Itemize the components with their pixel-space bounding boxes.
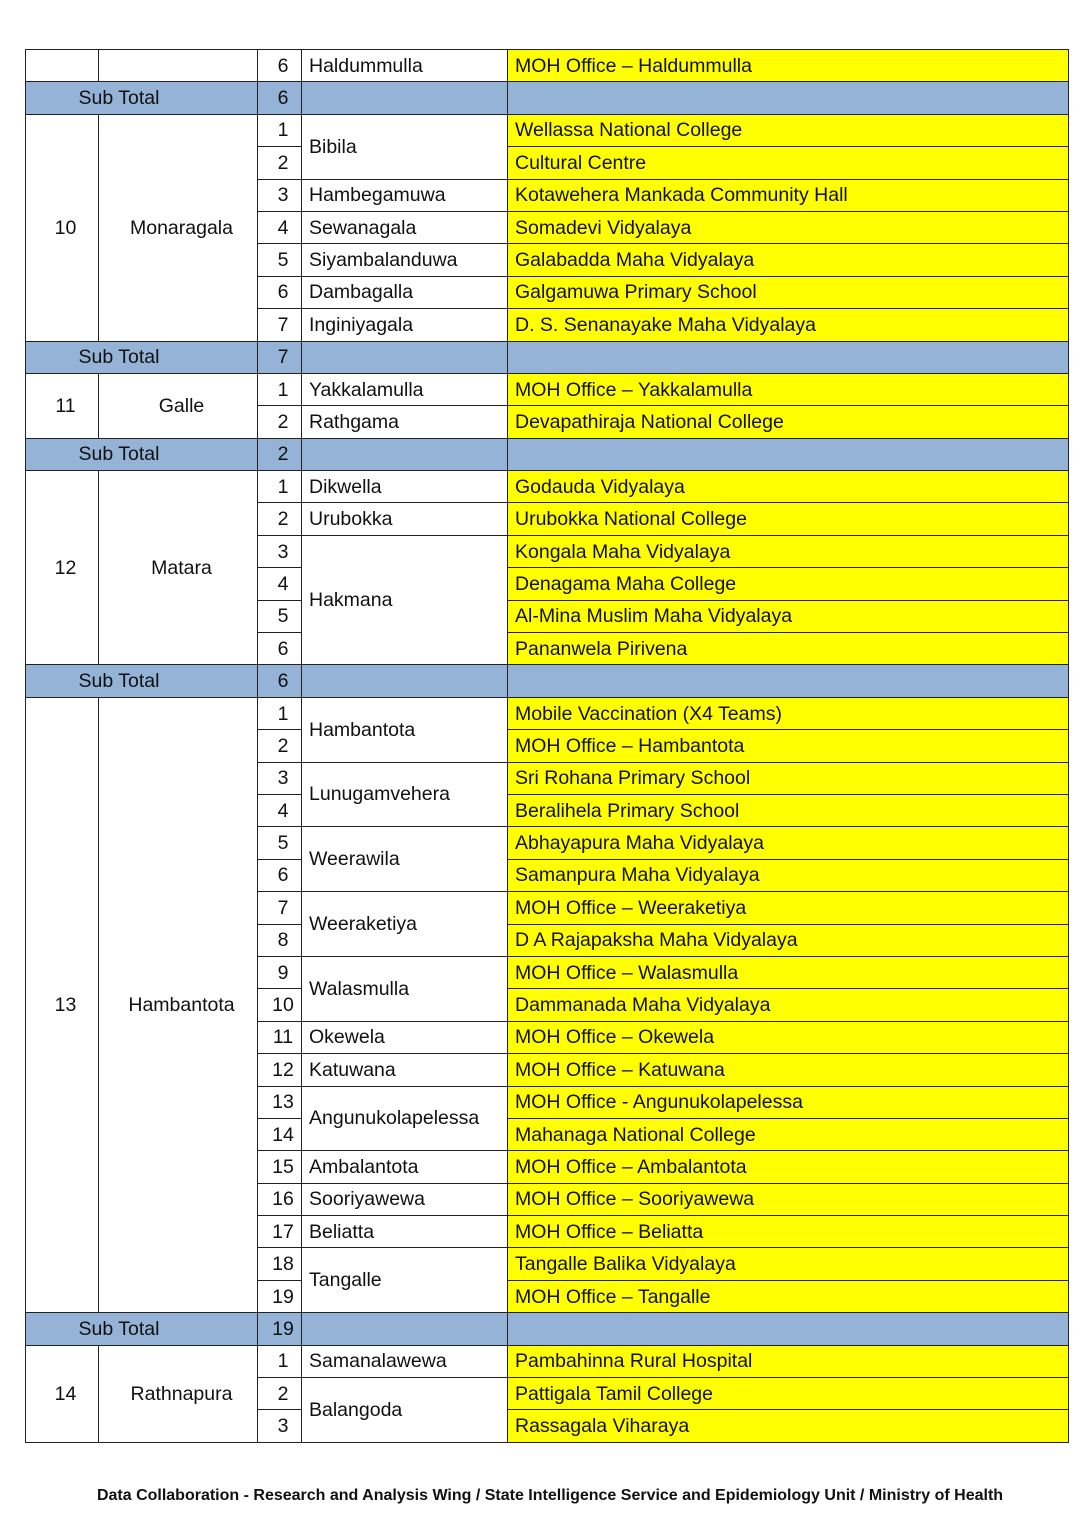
moh-area-cell: Beliatta [302,1216,508,1248]
row-index-cell: 4 [258,211,302,243]
footer-credit: Data Collaboration - Research and Analysis Wing / State Intelligence Service and Epidemiology Unit / Ministry of Health [96,1487,1004,1504]
moh-area-cell: Hakmana [302,535,508,665]
district-name-cell: Matara [99,471,258,665]
moh-area-cell: Balangoda [302,1378,508,1443]
vaccination-centre-cell: MOH Office – Walasmulla [508,956,1069,988]
row-index-cell: 2 [258,1378,302,1410]
subtotal-count: 7 [258,341,302,373]
row-index-cell: 2 [258,147,302,179]
row-index-cell: 1 [258,114,302,146]
subtotal-count: 6 [258,82,302,114]
row-index-cell: 6 [258,276,302,308]
vaccination-centre-cell: MOH Office – Haldummulla [508,50,1069,82]
moh-area-cell: Tangalle [302,1248,508,1313]
moh-area-cell: Weerawila [302,827,508,892]
row-index-cell: 14 [258,1118,302,1150]
district-no-cell: 11 [26,373,99,438]
row-index-cell: 6 [258,50,302,82]
row-index-cell: 1 [258,1345,302,1377]
subtotal-blank [302,341,508,373]
row-index-cell: 2 [258,503,302,535]
subtotal-blank [302,82,508,114]
subtotal-label: Sub Total [26,82,258,114]
row-index-cell: 7 [258,892,302,924]
row-index-cell: 10 [258,989,302,1021]
subtotal-count: 6 [258,665,302,697]
table-row [26,471,1069,503]
subtotal-label: Sub Total [26,665,258,697]
row-index-cell: 12 [258,1054,302,1086]
district-name-cell: Monaragala [99,114,258,341]
vaccination-centre-cell: D. S. Senanayake Maha Vidyalaya [508,309,1069,341]
district-name-cell: Hambantota [99,697,258,1312]
vaccination-centre-cell: Devapathiraja National College [508,406,1069,438]
subtotal-row [26,665,1069,697]
subtotal-row [26,82,1069,114]
vaccination-centre-cell: Rassagala Viharaya [508,1410,1069,1442]
vaccination-centre-cell: Galabadda Maha Vidyalaya [508,244,1069,276]
district-name-cell: Galle [99,373,258,438]
moh-area-cell: Lunugamvehera [302,762,508,827]
row-index-cell: 9 [258,956,302,988]
moh-area-cell: Hambantota [302,697,508,762]
row-index-cell: 19 [258,1280,302,1312]
moh-area-cell: Sooriyawewa [302,1183,508,1215]
row-index-cell: 3 [258,1410,302,1442]
row-index-cell: 5 [258,827,302,859]
row-index-cell: 15 [258,1151,302,1183]
district-name-cell: Rathnapura [99,1345,258,1442]
moh-area-cell: Haldummulla [302,50,508,82]
vaccination-centres-table [25,49,1069,1443]
vaccination-centre-cell: Sri Rohana Primary School [508,762,1069,794]
district-no-cell [26,50,99,82]
subtotal-row [26,1313,1069,1345]
row-index-cell: 4 [258,794,302,826]
district-no-cell: 14 [26,1345,99,1442]
moh-area-cell: Bibila [302,114,508,179]
vaccination-centre-cell: MOH Office – Hambantota [508,730,1069,762]
subtotal-blank [508,438,1069,470]
moh-area-cell: Okewela [302,1021,508,1053]
row-index-cell: 3 [258,535,302,567]
vaccination-centre-cell: Galgamuwa Primary School [508,276,1069,308]
row-index-cell: 8 [258,924,302,956]
vaccination-centre-cell: Urubokka National College [508,503,1069,535]
row-index-cell: 3 [258,179,302,211]
district-no-cell: 10 [26,114,99,341]
district-no-cell: 13 [26,697,99,1312]
table-row [26,1345,1069,1377]
moh-area-cell: Yakkalamulla [302,373,508,405]
row-index-cell: 16 [258,1183,302,1215]
row-index-cell: 5 [258,600,302,632]
vaccination-centre-cell: MOH Office – Yakkalamulla [508,373,1069,405]
row-index-cell: 1 [258,697,302,729]
moh-area-cell: Walasmulla [302,956,508,1021]
row-index-cell: 11 [258,1021,302,1053]
moh-area-cell: Urubokka [302,503,508,535]
subtotal-blank [508,341,1069,373]
row-index-cell: 3 [258,762,302,794]
vaccination-centre-cell: MOH Office – Katuwana [508,1054,1069,1086]
row-index-cell: 13 [258,1086,302,1118]
subtotal-blank [302,438,508,470]
vaccination-centre-cell: MOH Office - Angunukolapelessa [508,1086,1069,1118]
moh-area-cell: Ambalantota [302,1151,508,1183]
vaccination-centre-cell: Mobile Vaccination (X4 Teams) [508,697,1069,729]
vaccination-centre-cell: Tangalle Balika Vidyalaya [508,1248,1069,1280]
subtotal-label: Sub Total [26,341,258,373]
moh-area-cell: Dambagalla [302,276,508,308]
vaccination-centre-cell: Denagama Maha College [508,568,1069,600]
moh-area-cell: Inginiyagala [302,309,508,341]
subtotal-label: Sub Total [26,1313,258,1345]
row-index-cell: 5 [258,244,302,276]
vaccination-centre-cell: Pattigala Tamil College [508,1378,1069,1410]
subtotal-blank [508,1313,1069,1345]
row-index-cell: 2 [258,730,302,762]
subtotal-row [26,341,1069,373]
vaccination-centre-cell: Kongala Maha Vidyalaya [508,535,1069,567]
vaccination-centre-cell: Kotawehera Mankada Community Hall [508,179,1069,211]
vaccination-centre-cell: Wellassa National College [508,114,1069,146]
subtotal-blank [302,665,508,697]
district-no-cell: 12 [26,471,99,665]
row-index-cell: 6 [258,633,302,665]
subtotal-blank [508,82,1069,114]
vaccination-centre-cell: MOH Office – Tangalle [508,1280,1069,1312]
subtotal-count: 19 [258,1313,302,1345]
vaccination-centre-cell: Samanpura Maha Vidyalaya [508,859,1069,891]
vaccination-centre-cell: Pambahinna Rural Hospital [508,1345,1069,1377]
vaccination-centre-cell: Beralihela Primary School [508,794,1069,826]
row-index-cell: 4 [258,568,302,600]
subtotal-row [26,438,1069,470]
row-index-cell: 17 [258,1216,302,1248]
vaccination-centre-cell: Mahanaga National College [508,1118,1069,1150]
moh-area-cell: Dikwella [302,471,508,503]
vaccination-centre-cell: D A Rajapaksha Maha Vidyalaya [508,924,1069,956]
table-row [26,114,1069,146]
subtotal-label: Sub Total [26,438,258,470]
row-index-cell: 6 [258,859,302,891]
table-row [26,697,1069,729]
row-index-cell: 1 [258,373,302,405]
vaccination-centre-cell: MOH Office – Weeraketiya [508,892,1069,924]
vaccination-centre-cell: MOH Office – Beliatta [508,1216,1069,1248]
vaccination-centre-cell: MOH Office – Okewela [508,1021,1069,1053]
moh-area-cell: Katuwana [302,1054,508,1086]
row-index-cell: 18 [258,1248,302,1280]
moh-area-cell: Rathgama [302,406,508,438]
vaccination-centre-cell: Cultural Centre [508,147,1069,179]
moh-area-cell: Angunukolapelessa [302,1086,508,1151]
row-index-cell: 7 [258,309,302,341]
vaccination-centre-cell: MOH Office – Ambalantota [508,1151,1069,1183]
row-index-cell: 1 [258,471,302,503]
vaccination-centre-cell: Godauda Vidyalaya [508,471,1069,503]
moh-area-cell: Weeraketiya [302,892,508,957]
row-index-cell: 2 [258,406,302,438]
vaccination-centre-cell: Pananwela Pirivena [508,633,1069,665]
vaccination-centre-cell: Al-Mina Muslim Maha Vidyalaya [508,600,1069,632]
vaccination-centre-cell: Somadevi Vidyalaya [508,211,1069,243]
subtotal-count: 2 [258,438,302,470]
moh-area-cell: Hambegamuwa [302,179,508,211]
vaccination-centre-cell: MOH Office – Sooriyawewa [508,1183,1069,1215]
vaccination-centre-cell: Abhayapura Maha Vidyalaya [508,827,1069,859]
table-row [26,373,1069,405]
moh-area-cell: Siyambalanduwa [302,244,508,276]
subtotal-blank [508,665,1069,697]
subtotal-blank [302,1313,508,1345]
vaccination-centre-cell: Dammanada Maha Vidyalaya [508,989,1069,1021]
moh-area-cell: Samanalawewa [302,1345,508,1377]
table-row [26,50,1069,82]
district-name-cell [99,50,258,82]
moh-area-cell: Sewanagala [302,211,508,243]
